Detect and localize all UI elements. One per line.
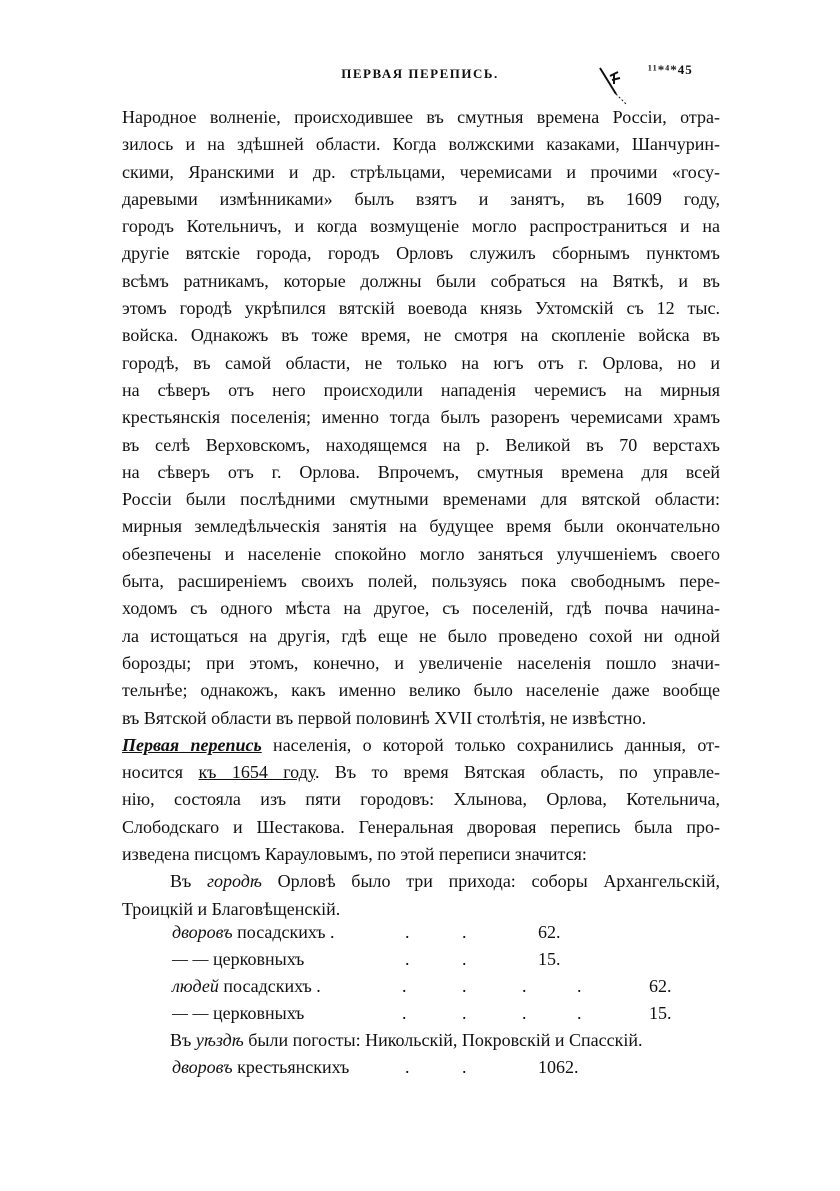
page-number: ¹¹*⁴*45 <box>648 62 693 77</box>
text-line: ла истощаться на другія, гдѣ еще не было проведено сохой ни одной <box>122 625 720 646</box>
text-line: крестьянскія поселенія; именно тогда былъ разоренъ черемисами храмъ <box>122 407 720 428</box>
text-line <box>122 1027 720 1054</box>
leader-dot: . <box>577 1003 582 1023</box>
row-label <box>172 946 304 973</box>
text-line: на сѣверъ отъ г. Орлова. Впрочемъ, смутныя времена для всей <box>122 461 720 482</box>
text-span: . Въ то время Вятская область, по управле- <box>315 762 721 783</box>
text-span: Въ <box>170 1030 196 1050</box>
row-label-rest: церковныхъ <box>208 1003 305 1023</box>
text-line: городъ Котельничъ, и когда возмущеніе могло распространиться и на <box>122 216 720 237</box>
row-value: 1062. <box>538 1057 579 1077</box>
text-line: другіе вятскіе города, городъ Орловъ служилъ сборнымъ пунктомъ <box>122 243 720 264</box>
text-line: обезпечены и населеніе спокойно могло заняться улучшеніемъ своего <box>122 543 720 564</box>
text-span: населенія, о которой только сохранились данныя, от- <box>261 734 720 755</box>
table-row <box>122 946 720 973</box>
text-span: Орловѣ было три прихода: соборы Архангельскій, <box>261 871 720 892</box>
text-line: Народное волненіе, происходившее въ смутныя времена Россіи, отра- <box>122 107 720 127</box>
text-line: мирныя земледѣльческія занятія на будущее время были окончательно <box>122 516 720 537</box>
text-line: зилось и на здѣшней области. Когда волжскими казаками, Шанчурин- <box>122 134 720 155</box>
paragraph-unrest <box>122 104 720 732</box>
leader-dot: . <box>462 1003 467 1023</box>
text-line: городѣ, въ самой области, не только на югъ отъ г. Орлова, но и <box>122 352 720 373</box>
italic-term: городѣ <box>207 871 262 892</box>
running-title: ПЕРВАЯ ПЕРЕПИСЬ. <box>341 66 499 81</box>
row-label-italic: дворовъ <box>172 922 233 942</box>
main-text-uezd <box>122 1027 720 1054</box>
row-label <box>172 973 321 1000</box>
leader-dot: . <box>462 922 467 942</box>
text-line: тельнѣе; однакожъ, какъ именно велико было населеніе даже вообще <box>122 680 720 701</box>
row-label-rest: крестьянскихъ <box>232 1057 350 1077</box>
row-label <box>172 1000 304 1027</box>
text-line: Россіи были послѣдними смутными временами для вятской области: <box>122 489 720 510</box>
text-line: Троицкій и Благовѣщенскій. <box>122 898 341 919</box>
table-row <box>122 973 720 1000</box>
text-span: Въ <box>170 871 207 892</box>
row-label <box>172 919 335 946</box>
text-line: въ селѣ Верховскомъ, находящемся на р. Великой въ 70 верстахъ <box>122 434 720 455</box>
table-row <box>122 1000 720 1027</box>
leader-dot: . <box>462 976 467 996</box>
text-line <box>122 732 720 759</box>
text-span: носится <box>122 762 199 783</box>
text-line <box>122 868 720 895</box>
text-line: быта, расширеніемъ своихъ полей, пользуясь пока свободнымъ пере- <box>122 571 720 592</box>
text-line: борозды; при этомъ, конечно, и увеличеніе населенія пошло значи- <box>122 652 720 673</box>
text-line: скими, Яранскими и др. стрѣльцами, черемисами и прочими «госу- <box>122 161 720 182</box>
row-label-italic: — — <box>172 1003 209 1023</box>
row-label-italic: дворовъ <box>172 1057 233 1077</box>
table-row <box>122 919 720 946</box>
text-span: были погосты: Никольскій, Покровскій и Спасскій. <box>243 1030 643 1050</box>
row-label-italic: людей <box>172 976 219 996</box>
text-line: Слободскаго и Шестакова. Генеральная дворовая перепись была про- <box>122 816 720 837</box>
text-line: изведена писцомъ Карауловымъ, по этой переписи значится: <box>122 844 587 865</box>
text-line: этомъ городѣ укрѣпился вятскій воевода князь Ухтомскій съ 12 тыс. <box>122 298 720 319</box>
leader-dot: . <box>522 1003 527 1023</box>
text-line: всѣмъ ратникамъ, которые должны были собраться на Вяткѣ, и въ <box>122 270 720 291</box>
leader-dot: . <box>405 949 410 969</box>
text-line: ходомъ съ одного мѣста на другое, съ поселеній, гдѣ почва начина- <box>122 598 720 619</box>
row-label-italic: — — <box>172 949 209 969</box>
leader-dot: . <box>402 976 407 996</box>
underlined-date: къ 1654 году <box>198 762 315 783</box>
text-line: нію, состояла изъ пяти городовъ: Хлынова, Орлова, Котельнича, <box>122 789 720 810</box>
row-label-rest: посадскихъ . <box>232 922 335 942</box>
row-label-rest: посадскихъ . <box>218 976 321 996</box>
leader-dot: . <box>462 949 467 969</box>
row-label-rest: церковныхъ <box>208 949 305 969</box>
leader-dot: . <box>405 1057 410 1077</box>
main-text <box>122 104 720 923</box>
leader-dot: . <box>577 976 582 996</box>
table-row <box>122 1054 720 1081</box>
leader-dot: . <box>402 1003 407 1023</box>
italic-term: уѣздѣ <box>195 1030 244 1050</box>
text-line: въ Вятской области въ первой половинѣ XVII столѣтія, не извѣстно. <box>122 707 647 728</box>
library-stamp-mark <box>598 66 628 106</box>
leader-dot: . <box>405 922 410 942</box>
text-line: на сѣверъ отъ него происходили нападенія черемисъ на мирныя <box>122 379 720 400</box>
text-line <box>122 759 720 786</box>
row-value: 15. <box>649 1003 672 1023</box>
leader-dot: . <box>462 1057 467 1077</box>
leader-dot: . <box>522 976 527 996</box>
text-line: даревыми измѣнниками» былъ взятъ и занятъ, въ 1609 году, <box>122 188 720 209</box>
row-value: 15. <box>538 949 561 969</box>
row-label <box>172 1054 349 1081</box>
underlined-heading: Первая перепись <box>122 734 262 755</box>
text-line: войска. Однакожъ въ тоже время, не смотря на скопленіе войска въ <box>122 325 720 346</box>
row-value: 62. <box>649 976 672 996</box>
row-value: 62. <box>538 922 561 942</box>
